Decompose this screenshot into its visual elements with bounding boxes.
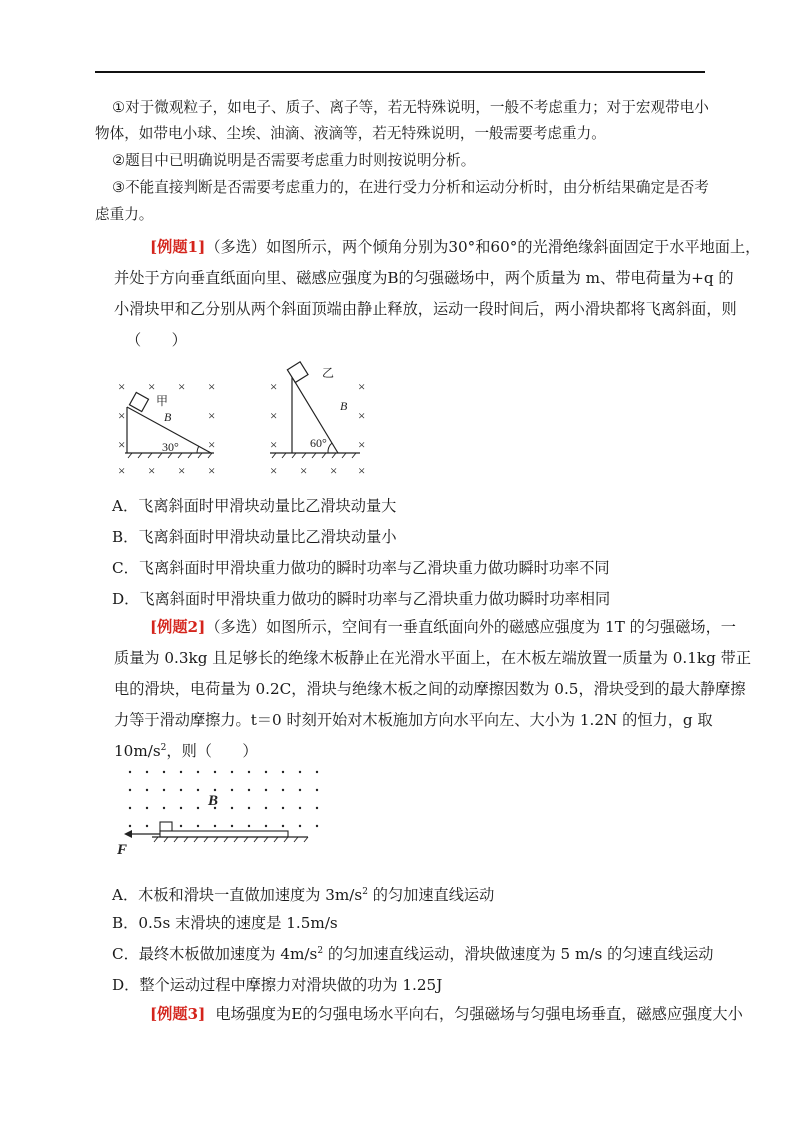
label-b-right: B [340,399,348,413]
svg-text:×: × [118,437,126,452]
angle-30: 30° [162,440,179,454]
label-force: F [117,842,128,858]
example-1-line-1 [150,237,765,257]
example-2-line-2: 质量为 0.3kg 且足够长的绝缘木板静止在光滑水平面上，在木板左端放置一质量为 0.1kg 带正 [114,649,752,667]
example-3-line-1 [150,1004,765,1024]
example-1-text: （多选）如图所示，两个倾角分别为30°和60°的光滑绝缘斜面固定于水平地面上， [205,238,761,256]
svg-text:×: × [358,379,366,394]
svg-text:×: × [118,463,126,478]
note-1-line-1: ①对于微观粒子，如电子、质子、离子等，若无特殊说明，一般不考虑重力；对于宏观带电小 [112,99,709,116]
insulating-board [160,831,288,837]
note-1-line-2: 物体，如带电小球、尘埃、油滴、液滴等，若无特殊说明，一般需要考虑重力。 [95,125,606,142]
example-2-line-4: 力等于滑动摩擦力。t＝0 时刻开始对木板施加方向水平向左、大小为 1.2N 的恒力，g 取 [114,711,713,729]
block-yi [287,362,308,383]
svg-text:×: × [208,463,216,478]
block-jia [129,392,148,411]
example-1-figure [110,355,380,480]
example-1-option-a: A．飞离斜面时甲滑块动量比乙滑块动量大 [112,497,397,515]
example-3-text: 电场强度为E的匀强电场水平向右，匀强磁场与匀强电场垂直，磁感应强度大小 [215,1005,743,1023]
example-1-answer-blank: （ ） [126,331,187,349]
label-jia: 甲 [156,394,169,408]
svg-text:×: × [208,379,216,394]
label-b-field: B [208,793,219,809]
svg-text:×: × [118,408,126,423]
note-3-line-1: ③不能直接判断是否需要考虑重力的，在进行受力分析和运动分析时，由分析结果确定是否考 [112,179,709,196]
example-2-option-a: A．木板和滑块一直做加速度为 $3m/s^2$ 的匀加速直线运动 [112,886,495,904]
svg-text:×: × [118,379,126,394]
svg-text:×: × [358,408,366,423]
example-1-line-3: 小滑块甲和乙分别从两个斜面顶端由静止释放，运动一段时间后，两小滑块都将飞离斜面，则 [114,300,737,318]
svg-text:×: × [270,437,278,452]
slider-block [160,822,172,831]
svg-text:×: × [148,463,156,478]
svg-text:×: × [270,463,278,478]
example-2-option-b: B．0.5s 末滑块的速度是 1.5m/s [112,914,338,932]
example-2-figure [112,762,332,862]
svg-text:×: × [178,379,186,394]
svg-text:×: × [358,437,366,452]
example-1-option-c: C．飞离斜面时甲滑块重力做功的瞬时功率与乙滑块重力做功瞬时功率不同 [112,559,610,577]
example-3-label: [例题3] [150,1005,206,1023]
header-rule [95,71,705,73]
svg-text:×: × [178,463,186,478]
svg-text:×: × [300,463,308,478]
example-2-line-5: $10m/s^2$，则（ ） [114,742,258,760]
example-2-label: [例题2] [150,618,206,636]
field-crosses-right [270,379,365,478]
svg-text:×: × [270,408,278,423]
svg-text:×: × [358,463,366,478]
label-b-left: B [164,410,172,424]
example-1-option-b: B．飞离斜面时甲滑块动量比乙滑块动量小 [112,528,397,546]
example-1-option-d: D．飞离斜面时甲滑块重力做功的瞬时功率与乙滑块重力做功瞬时功率相同 [112,590,611,608]
example-2-option-d: D．整个运动过程中摩擦力对滑块做的功为 1.25J [112,976,443,994]
example-1-line-2: 并处于方向垂直纸面向里、磁感应强度为B的匀强磁场中，两个质量为 m、带电荷量为+q 的 [114,269,734,287]
svg-text:×: × [148,379,156,394]
angle-60: 60° [310,436,327,450]
svg-text:×: × [330,463,338,478]
svg-text:×: × [208,408,216,423]
example-2-line-1 [150,617,765,637]
note-2: ②题目中已明确说明是否需要考虑重力时则按说明分析。 [112,152,476,169]
note-3-line-2: 虑重力。 [95,206,154,223]
field-dots [129,771,318,827]
example-2-line-3: 电的滑块，电荷量为 0.2C，滑块与绝缘木板之间的动摩擦因数为 0.5，滑块受到的最大静摩擦 [114,680,746,698]
example-1-label: [例题1] [150,238,206,256]
example-2-option-c: C．最终木板做加速度为 $4m/s^2$ 的匀加速直线运动，滑块做速度为 5 m/s 的匀速直线运动 [112,945,714,963]
svg-text:×: × [270,379,278,394]
label-yi: 乙 [322,366,335,380]
example-2-text: （多选）如图所示，空间有一垂直纸面向外的磁感应强度为 1T 的匀强磁场，一 [205,618,736,636]
svg-text:×: × [208,437,216,452]
